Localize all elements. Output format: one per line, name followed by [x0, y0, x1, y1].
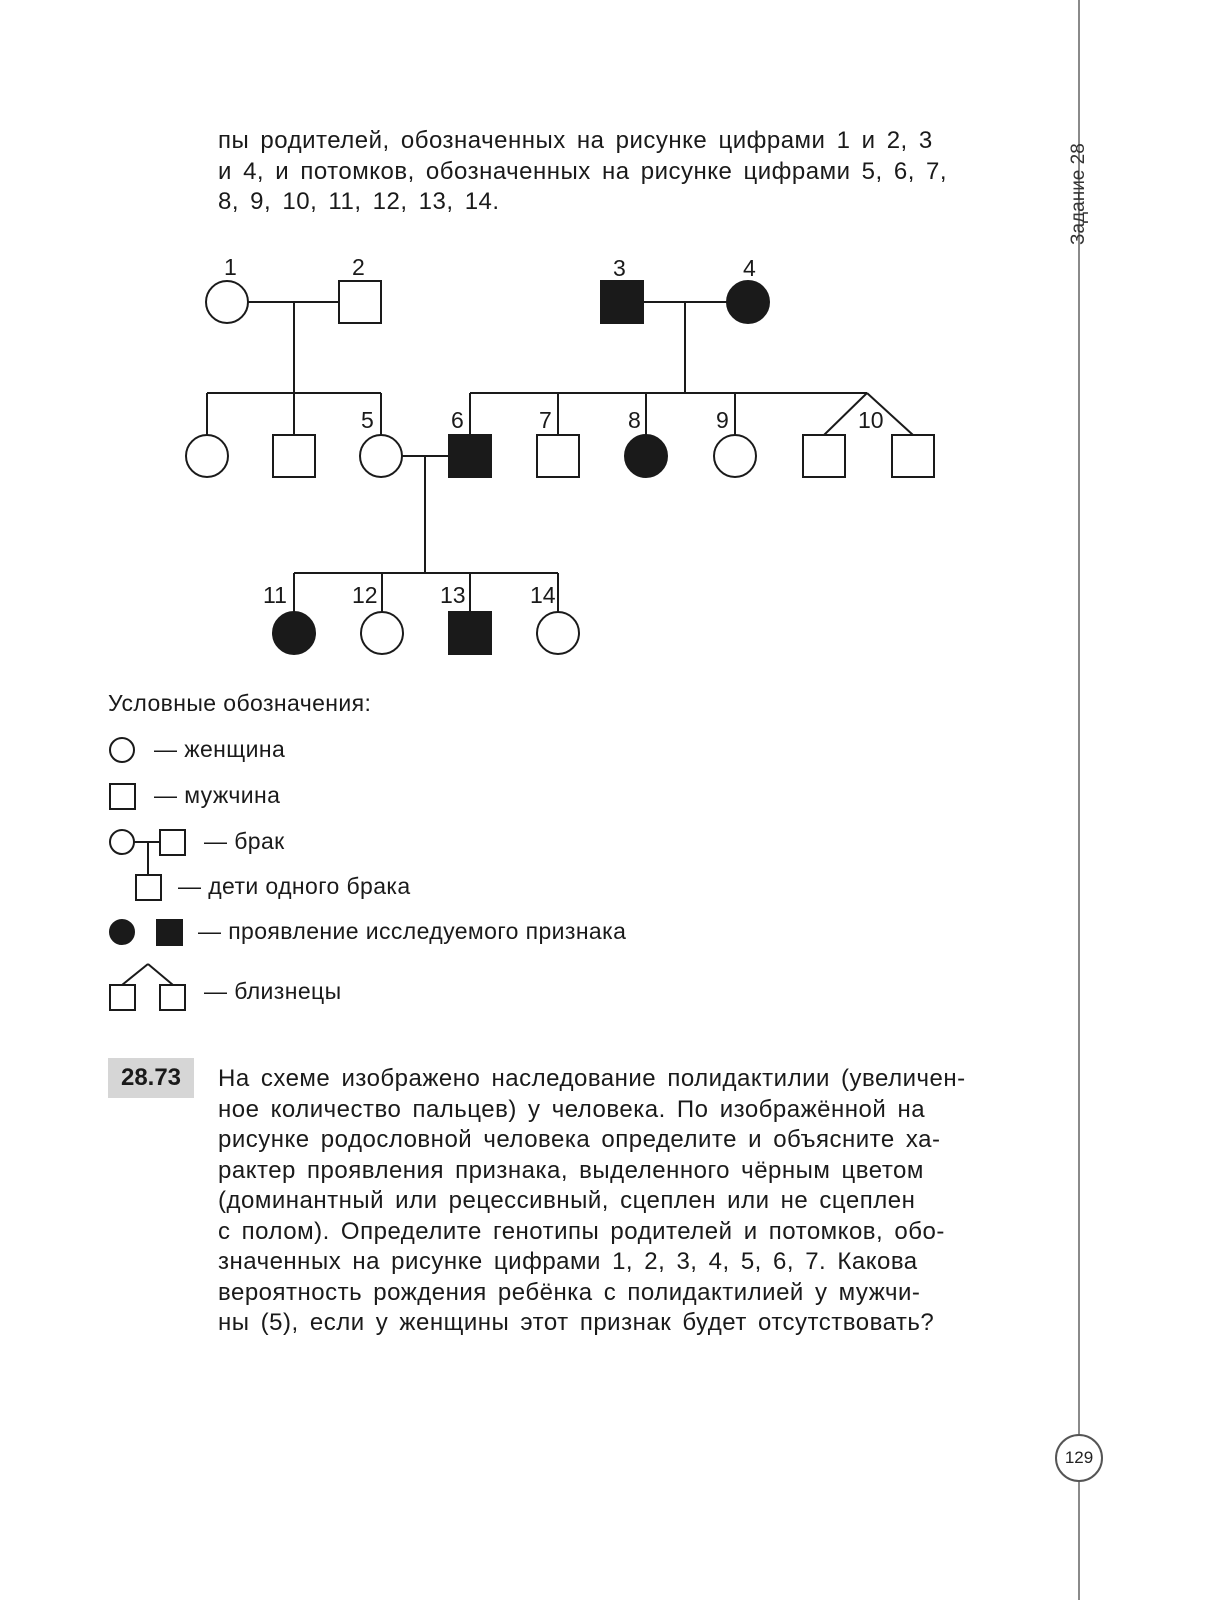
individual-label: 7 — [539, 407, 552, 433]
legend-male-symbol — [110, 784, 135, 809]
task-line: вероятность рождения ребёнка с полидактилией у мужчи- — [218, 1278, 921, 1306]
legend-affected-female — [110, 920, 134, 944]
individual-label: 6 — [451, 407, 464, 433]
legend-marriage-label: — брак — [204, 828, 285, 854]
individual-label: 8 — [628, 407, 641, 433]
affected-female-symbol — [273, 612, 315, 654]
task-paragraph — [218, 1064, 1010, 1339]
legend-title: Условные обозначения: — [108, 690, 372, 716]
twin-male-symbol — [803, 435, 845, 477]
intro-line: 8, 9, 10, 11, 12, 13, 14. — [218, 188, 500, 215]
individual-label: 10 — [858, 407, 884, 433]
legend-twin-symbol — [160, 985, 185, 1010]
page-number: 129 — [1055, 1434, 1103, 1482]
legend-affected-male — [157, 920, 182, 945]
individual-label: 4 — [743, 255, 756, 281]
affected-male-symbol — [449, 612, 491, 654]
affected-male-symbol — [449, 435, 491, 477]
task-number: 28.73 — [108, 1058, 194, 1098]
section-label: Задание 28 — [1068, 143, 1089, 245]
male-symbol — [273, 435, 315, 477]
female-symbol — [206, 281, 248, 323]
legend-twins-label: — близнецы — [204, 978, 342, 1004]
legend-children-label: — дети одного брака — [178, 873, 411, 899]
female-symbol — [360, 435, 402, 477]
legend-marriage-male — [160, 830, 185, 855]
legend-female-label: — женщина — [154, 736, 286, 762]
female-symbol — [714, 435, 756, 477]
individual-label: 11 — [263, 582, 287, 608]
male-symbol — [339, 281, 381, 323]
individual-label: 2 — [352, 254, 365, 280]
twin-male-symbol — [892, 435, 934, 477]
female-symbol — [361, 612, 403, 654]
individual-label: 9 — [716, 407, 729, 433]
individual-label: 5 — [361, 407, 374, 433]
male-symbol — [537, 435, 579, 477]
legend-male-label: — мужчина — [154, 782, 281, 808]
task-line: рисунке родословной человека определите и объясните ха- — [218, 1126, 941, 1153]
individual-label: 1 — [224, 254, 237, 280]
task-line: ны (5), если у женщины этот признак будет отсутствовать? — [218, 1309, 935, 1336]
task-line: с полом). Определите генотипы родителей и потомков, обо- — [218, 1217, 945, 1245]
legend-twin-line — [122, 964, 148, 985]
female-symbol — [186, 435, 228, 477]
individual-label: 12 — [352, 582, 378, 608]
legend-twin-line — [148, 964, 173, 985]
individual-label: 3 — [613, 255, 626, 281]
legend-twin-symbol — [110, 985, 135, 1010]
intro-line: пы родителей, обозначенных на рисунке цифрами 1 и 2, 3 — [218, 127, 933, 154]
task-line: рактер проявления признака, выделенного чёрным цветом — [218, 1156, 924, 1184]
legend-trait-label: — проявление исследуемого признака — [198, 918, 627, 944]
legend-child-symbol — [136, 875, 161, 900]
task-line: На схеме изображено наследование полидактилии (увеличен- — [218, 1065, 966, 1092]
task-line: значенных на рисунке цифрами 1, 2, 3, 4, 5, 6, 7. Какова — [218, 1248, 918, 1275]
affected-male-symbol — [601, 281, 643, 323]
female-symbol — [537, 612, 579, 654]
affected-female-symbol — [625, 435, 667, 477]
legend-marriage-female — [110, 830, 134, 854]
legend-female-symbol — [110, 738, 134, 762]
individual-label: 14 — [530, 582, 556, 608]
intro-line: и 4, и потомков, обозначенных на рисунке цифрами 5, 6, 7, — [218, 157, 948, 185]
affected-female-symbol — [727, 281, 769, 323]
individual-label: 13 — [440, 582, 466, 608]
task-line: (доминантный или рецессивный, сцеплен или не сцеплен — [218, 1187, 916, 1214]
task-line: ное количество пальцев) у человека. По изображённой на — [218, 1095, 926, 1123]
